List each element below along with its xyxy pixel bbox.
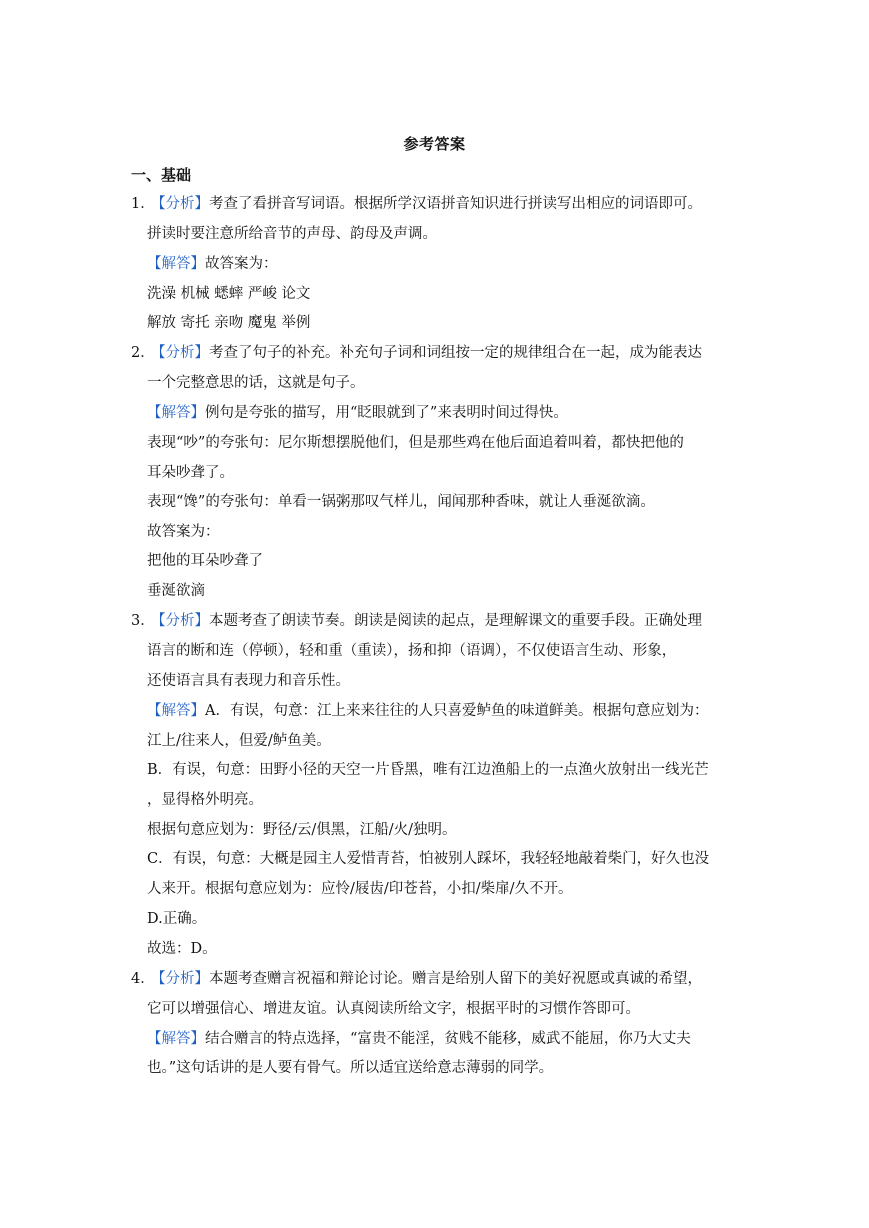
analysis-text: 考查了句子的补充。补充句子词和词组按一定的规律组合在一起，成为能表达 (209, 345, 702, 361)
answer-line (147, 701, 708, 721)
analysis-text: 考查了看拼音写词语。根据所学汉语拼音知识进行拼读写出相应的词语即可。 (209, 196, 702, 212)
answer-text: 故答案为： (205, 256, 278, 272)
answer-line: 根据句意应划为：野径/云/俱黑，江船/火/独明。 (147, 822, 457, 838)
analysis-line: 一个完整意思的话，这就是句子。 (147, 375, 365, 391)
question-number: 3． (131, 613, 155, 629)
analysis-line: 还使语言具有表现力和音乐性。 (147, 673, 350, 689)
page-title: 参考答案 (403, 135, 466, 153)
question-number: 1． (131, 196, 155, 212)
answer-tag: 【解答】 (147, 256, 205, 272)
answer-line: 表现“馋”的夸张句：单看一锅粥那叹气样儿，闻闻那种香味，就让人垂涎欲滴。 (147, 494, 655, 510)
answer-line: 把他的耳朵吵聋了 (147, 553, 263, 569)
answer-tag: 【解答】 (147, 405, 205, 421)
analysis-line (151, 611, 702, 631)
analysis-line: 它可以增强信心、增进友谊。认真阅读所给文字，根据平时的习惯作答即可。 (147, 1001, 640, 1017)
answer-line: 耳朵吵聋了。 (147, 465, 234, 481)
answer-line: 洗澡 机械 蟋蟀 严峻 论文 (147, 286, 311, 302)
answer-line: 故答案为： (147, 524, 220, 540)
answer-line: 人来开。根据句意应划为：应怜/屐齿/印苍苔，小扣/柴扉/久不开。 (147, 881, 573, 897)
analysis-tag: 【分析】 (151, 196, 209, 212)
answer-line (147, 1029, 691, 1049)
answer-text: A．有误，句意：江上来来往往的人只喜爱鲈鱼的味道鲜美。根据句意应划为： (205, 703, 709, 719)
analysis-tag: 【分析】 (151, 971, 209, 987)
answer-tag: 【解答】 (147, 1031, 205, 1047)
analysis-line: 语言的断和连（停顿），轻和重（重读），扬和抑（语调），不仅使语言生动、形象， (147, 643, 677, 659)
answer-tag: 【解答】 (147, 703, 205, 719)
answer-line: 表现“吵”的夸张句：尼尔斯想摆脱他们，但是那些鸡在他后面追着叫着，都快把他的 (147, 435, 684, 451)
answer-line: 故选：D。 (147, 941, 217, 957)
question-number: 2． (131, 345, 155, 361)
answer-line: 江上/往来人，但爱/鲈鱼美。 (147, 733, 331, 749)
analysis-line (151, 969, 702, 989)
analysis-line: 拼读时要注意所给音节的声母、韵母及声调。 (147, 226, 437, 242)
answer-line (147, 403, 568, 423)
answer-line: ，显得格外明亮。 (147, 792, 263, 808)
answer-text: 结合赠言的特点选择，“富贵不能淫，贫贱不能移，威武不能屈，你乃大丈夫 (205, 1031, 691, 1047)
analysis-line (151, 194, 702, 214)
answer-line: C．有误，句意：大概是园主人爱惜青苔，怕被别人踩坏，我轻轻地敲着柴门，好久也没 (147, 851, 710, 867)
answer-text: 例句是夸张的描写，用“眨眼就到了”来表明时间过得快。 (205, 405, 568, 421)
analysis-tag: 【分析】 (151, 613, 209, 629)
answer-line: 也。”这句话讲的是人要有骨气。所以适宜送给意志薄弱的同学。 (147, 1060, 554, 1076)
question-number: 4． (131, 971, 155, 987)
answer-line: D.正确。 (147, 911, 207, 927)
analysis-text: 本题考查赠言祝福和辩论讨论。赠言是给别人留下的美好祝愿或真诚的希望， (209, 971, 702, 987)
answer-line: 解放 寄托 亲吻 魔鬼 举例 (147, 315, 311, 331)
analysis-line (151, 343, 702, 363)
analysis-tag: 【分析】 (151, 345, 209, 361)
answer-line: B．有误，句意：田野小径的天空一片昏黑，唯有江边渔船上的一点渔火放射出一线光芒 (147, 762, 709, 778)
analysis-text: 本题考查了朗读节奏。朗读是阅读的起点，是理解课文的重要手段。正确处理 (209, 613, 702, 629)
answer-line: 垂涎欲滴 (147, 583, 205, 599)
section-heading: 一、基础 (131, 166, 192, 184)
answer-line (147, 254, 278, 274)
